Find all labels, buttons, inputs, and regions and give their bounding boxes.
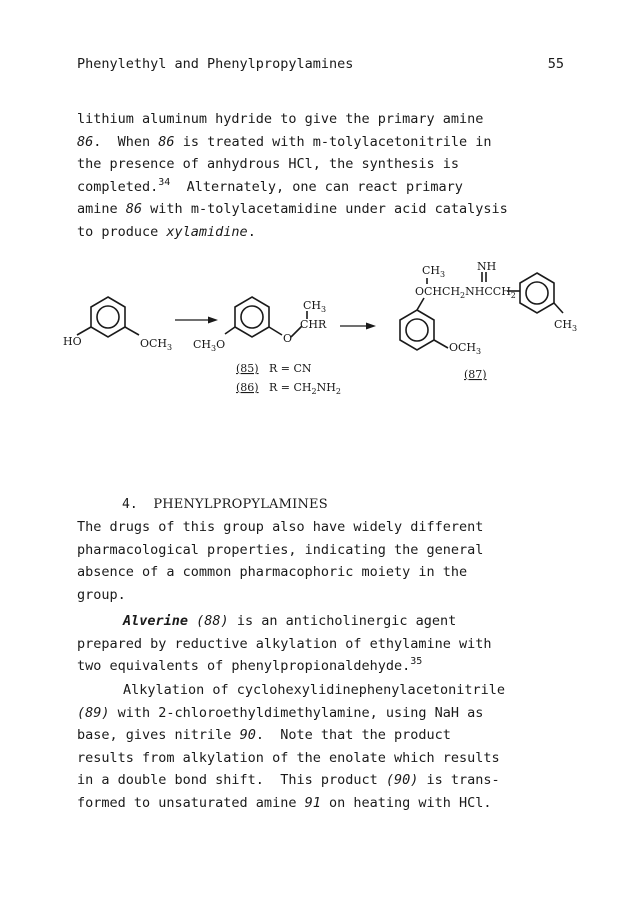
drug-name: xylamidine [166, 223, 248, 240]
text-line: amine 86 with m-tolylacetamidine under acid catalysis [77, 201, 508, 218]
section-title: PHENYLPROPYLAMINES [153, 497, 328, 512]
ether-oxygen-label: O [283, 332, 293, 345]
reaction-scheme [60, 252, 578, 402]
compound-ref: (90) [385, 772, 419, 789]
compound-87-structure [400, 272, 563, 350]
benzene-ring [91, 297, 125, 337]
text-line: lithium aluminum hydride to give the primary amine [77, 111, 484, 127]
methyl-label: $CH_3$ [422, 264, 446, 279]
methoxy-label: $OCH_3$ [449, 341, 482, 356]
paragraph-2 [77, 516, 567, 606]
benzene-ring [400, 310, 434, 350]
chr-label: CHR [300, 318, 327, 331]
text-line: group. [77, 586, 126, 603]
benzene-ring [235, 297, 269, 337]
compound-ref: 86 [158, 133, 175, 150]
compound-85-label: (85) [236, 362, 259, 375]
text-line: formed to unsaturated amine 91 on heating with HCl. [77, 794, 492, 811]
paragraph-1 [77, 108, 567, 244]
compound-ref: (89) [77, 704, 110, 721]
text-line: base, gives nitrile 90. Note that the product [77, 727, 451, 744]
section-number: 4. [122, 497, 138, 512]
compound-ref: 86 [77, 133, 94, 150]
compound-87-label: (87) [464, 368, 487, 381]
aromatic-circle [97, 306, 119, 328]
reaction-arrow-2 [340, 323, 376, 330]
text-line: two equivalents of phenylpropionaldehyde.$^{35}$ [77, 656, 423, 675]
imine-label: NH [477, 260, 497, 273]
methoxy-label: $OCH_3$ [140, 337, 173, 352]
section-heading [122, 497, 328, 512]
text-line: Alverine (88) is an anticholinergic agent [123, 613, 457, 629]
paragraph-4 [77, 679, 567, 815]
compound-ref: (88) [196, 613, 229, 629]
paragraph-3 [77, 610, 567, 678]
text-line: Alkylation of cyclohexylidinephenylacetonitrile [123, 682, 506, 698]
text-line: The drugs of this group also have widely different [77, 519, 484, 535]
page-number: 55 [547, 56, 564, 72]
text-line: 86. When 86 is treated with m-tolylacetonitrile in [77, 133, 492, 150]
citation: 34 [158, 176, 171, 188]
aromatic-circle [241, 306, 263, 328]
compound-85-substituent: R = CN [269, 362, 312, 375]
compound-86-label: (86) [236, 381, 259, 394]
methoxy-label: $CH_3O$ [193, 338, 226, 353]
drug-name: Alverine [123, 613, 189, 629]
text-line: in a double bond shift. This product (90) is trans- [77, 772, 500, 789]
text-line: completed.$^{34}$ Alternately, one can react primary [77, 176, 463, 195]
running-title: Phenylethyl and Phenylpropylamines [77, 56, 354, 72]
text-line: (89) with 2-chloroethyldimethylamine, using NaH as [77, 704, 484, 721]
aromatic-circle [526, 282, 548, 304]
tolyl-ring [520, 273, 554, 313]
compound-1-structure [77, 297, 139, 337]
compound-2-structure [225, 297, 307, 337]
methyl-label: $CH_3$ [303, 299, 327, 314]
text-line: to produce xylamidine. [77, 223, 256, 240]
text-line: absence of a common pharmacophoric moiety in the [77, 564, 468, 581]
hydroxyl-label: HO [63, 335, 82, 348]
compound-ref: 90 [239, 727, 256, 744]
text-line: pharmacological properties, indicating the general [77, 541, 484, 558]
text-line: prepared by reductive alkylation of ethylamine with [77, 635, 492, 652]
aromatic-circle [406, 319, 428, 341]
citation: 35 [410, 656, 423, 668]
compound-ref: 86 [125, 201, 143, 218]
compound-86-substituent: $R = CH_2NH_2$ [269, 381, 341, 396]
reaction-arrow-1 [175, 317, 218, 324]
text-line: the presence of anhydrous HCl, the synthesis is [77, 156, 460, 173]
side-chain-label: $OCHCH_2NHCCH_2$ [415, 285, 516, 300]
text-line: results from alkylation of the enolate which results [77, 749, 500, 766]
compound-ref: 91 [304, 794, 321, 811]
tolyl-methyl-label: $CH_3$ [554, 318, 578, 333]
